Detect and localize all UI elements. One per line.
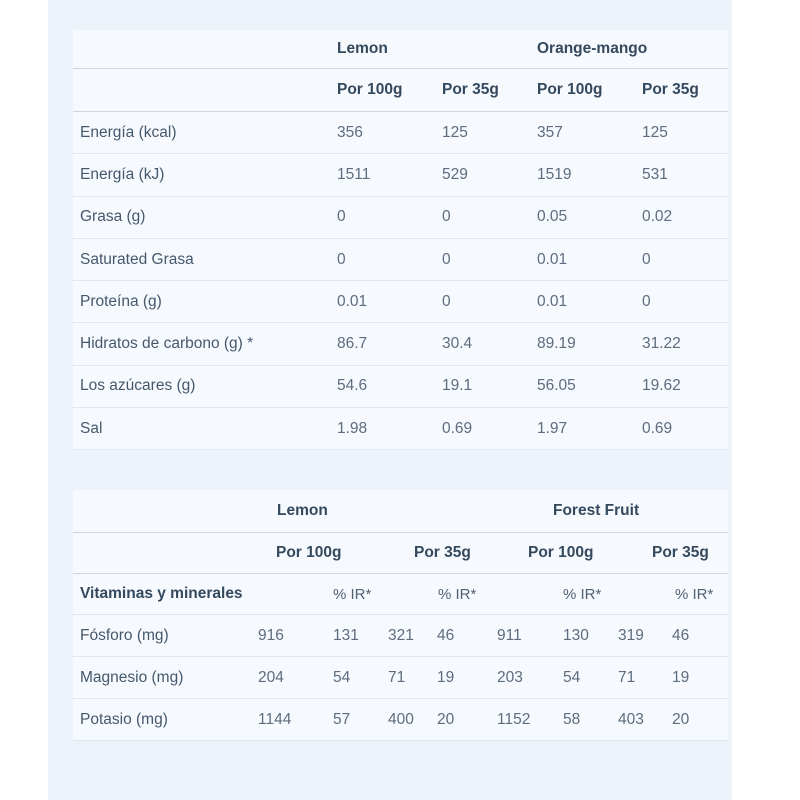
value-cell: 1511 bbox=[337, 165, 371, 183]
value-cell: 1152 bbox=[497, 710, 531, 728]
table-row-protein bbox=[73, 281, 728, 323]
product-header-lemon: Lemon bbox=[277, 502, 328, 519]
row-label: Sal bbox=[80, 419, 103, 437]
row-label: Saturated Grasa bbox=[80, 250, 194, 268]
column-header-row bbox=[73, 69, 728, 112]
table-row-fat bbox=[73, 197, 728, 239]
value-cell: 46 bbox=[672, 626, 690, 644]
value-cell: 131 bbox=[333, 626, 359, 644]
product-header-row bbox=[73, 490, 728, 533]
table-row-energy-kj bbox=[73, 154, 728, 196]
section-header-vitamins: Vitaminas y minerales bbox=[80, 585, 243, 602]
value-cell: 0 bbox=[642, 292, 651, 310]
value-cell: 321 bbox=[388, 626, 414, 644]
ir-header: % IR* bbox=[563, 585, 602, 603]
row-label: Energía (kcal) bbox=[80, 123, 177, 141]
nutrition-values-table bbox=[73, 30, 728, 450]
value-cell: 1.98 bbox=[337, 419, 368, 437]
value-cell: 19.1 bbox=[442, 377, 473, 395]
value-cell: 0 bbox=[442, 250, 451, 268]
value-cell: 57 bbox=[333, 710, 351, 728]
col-header-per-100g: Por 100g bbox=[528, 544, 594, 561]
table-row-phosphorus bbox=[73, 615, 728, 657]
value-cell: 46 bbox=[437, 626, 455, 644]
row-label: Potasio (mg) bbox=[80, 710, 168, 728]
value-cell: 1519 bbox=[537, 165, 572, 183]
value-cell: 86.7 bbox=[337, 335, 368, 353]
value-cell: 357 bbox=[537, 123, 563, 141]
product-header-forest-fruit: Forest Fruit bbox=[553, 502, 640, 519]
value-cell: 0.69 bbox=[442, 419, 473, 437]
col-header-per-35g: Por 35g bbox=[442, 81, 499, 98]
value-cell: 54 bbox=[333, 668, 351, 686]
table-row-saturated-fat bbox=[73, 239, 728, 281]
value-cell: 0.05 bbox=[537, 208, 568, 226]
value-cell: 1.97 bbox=[537, 419, 568, 437]
col-header-per-35g: Por 35g bbox=[414, 544, 471, 561]
value-cell: 0 bbox=[442, 208, 451, 226]
value-cell: 19.62 bbox=[642, 377, 681, 395]
value-cell: 20 bbox=[672, 710, 690, 728]
product-header-lemon: Lemon bbox=[337, 40, 388, 57]
product-header-row bbox=[73, 30, 728, 69]
value-cell: 204 bbox=[258, 668, 284, 686]
value-cell: 0 bbox=[642, 250, 651, 268]
col-header-per-35g: Por 35g bbox=[652, 544, 709, 561]
value-cell: 916 bbox=[258, 626, 284, 644]
ir-header: % IR* bbox=[438, 585, 477, 603]
content-panel bbox=[48, 0, 732, 800]
row-label: Los azúcares (g) bbox=[80, 377, 196, 395]
col-header-per-100g: Por 100g bbox=[337, 81, 403, 98]
value-cell: 125 bbox=[642, 123, 668, 141]
value-cell: 19 bbox=[437, 668, 455, 686]
table-row-sugars bbox=[73, 366, 728, 408]
value-cell: 125 bbox=[442, 123, 468, 141]
table-row-energy-kcal bbox=[73, 112, 728, 154]
col-header-per-100g: Por 100g bbox=[537, 81, 603, 98]
vitamins-minerals-table bbox=[73, 490, 728, 741]
table-row-magnesium bbox=[73, 657, 728, 699]
ir-header: % IR* bbox=[675, 585, 714, 603]
value-cell: 19 bbox=[672, 668, 690, 686]
value-cell: 0.02 bbox=[642, 208, 673, 226]
value-cell: 0.01 bbox=[537, 292, 568, 310]
col-header-per-100g: Por 100g bbox=[276, 544, 342, 561]
value-cell: 89.19 bbox=[537, 335, 576, 353]
value-cell: 203 bbox=[497, 668, 523, 686]
row-label: Proteína (g) bbox=[80, 292, 162, 310]
value-cell: 0 bbox=[337, 208, 346, 226]
value-cell: 71 bbox=[388, 668, 406, 686]
table-row-salt bbox=[73, 408, 728, 450]
value-cell: 0.01 bbox=[537, 250, 568, 268]
column-header-row bbox=[73, 533, 728, 574]
value-cell: 319 bbox=[618, 626, 644, 644]
value-cell: 0 bbox=[442, 292, 451, 310]
value-cell: 56.05 bbox=[537, 377, 576, 395]
table-row-carbohydrates bbox=[73, 323, 728, 365]
row-label: Hidratos de carbono (g) * bbox=[80, 335, 254, 353]
value-cell: 0 bbox=[337, 250, 346, 268]
value-cell: 531 bbox=[642, 165, 668, 183]
row-label: Energía (kJ) bbox=[80, 165, 165, 183]
value-cell: 54.6 bbox=[337, 377, 368, 395]
product-header-orange-mango: Orange-mango bbox=[537, 40, 648, 57]
value-cell: 130 bbox=[563, 626, 589, 644]
value-cell: 1144 bbox=[258, 710, 292, 728]
value-cell: 0.69 bbox=[642, 419, 673, 437]
value-cell: 356 bbox=[337, 123, 363, 141]
value-cell: 911 bbox=[497, 626, 522, 644]
value-cell: 403 bbox=[618, 710, 644, 728]
section-header-row bbox=[73, 574, 728, 615]
value-cell: 58 bbox=[563, 710, 581, 728]
row-label: Grasa (g) bbox=[80, 208, 146, 226]
value-cell: 71 bbox=[618, 668, 636, 686]
ir-header: % IR* bbox=[333, 585, 372, 603]
value-cell: 400 bbox=[388, 710, 414, 728]
value-cell: 529 bbox=[442, 165, 468, 183]
value-cell: 0.01 bbox=[337, 292, 368, 310]
row-label: Fósforo (mg) bbox=[80, 626, 169, 644]
col-header-per-35g: Por 35g bbox=[642, 81, 699, 98]
value-cell: 30.4 bbox=[442, 335, 473, 353]
value-cell: 54 bbox=[563, 668, 581, 686]
value-cell: 31.22 bbox=[642, 335, 681, 353]
table-row-potassium bbox=[73, 699, 728, 741]
row-label: Magnesio (mg) bbox=[80, 668, 184, 686]
value-cell: 20 bbox=[437, 710, 455, 728]
